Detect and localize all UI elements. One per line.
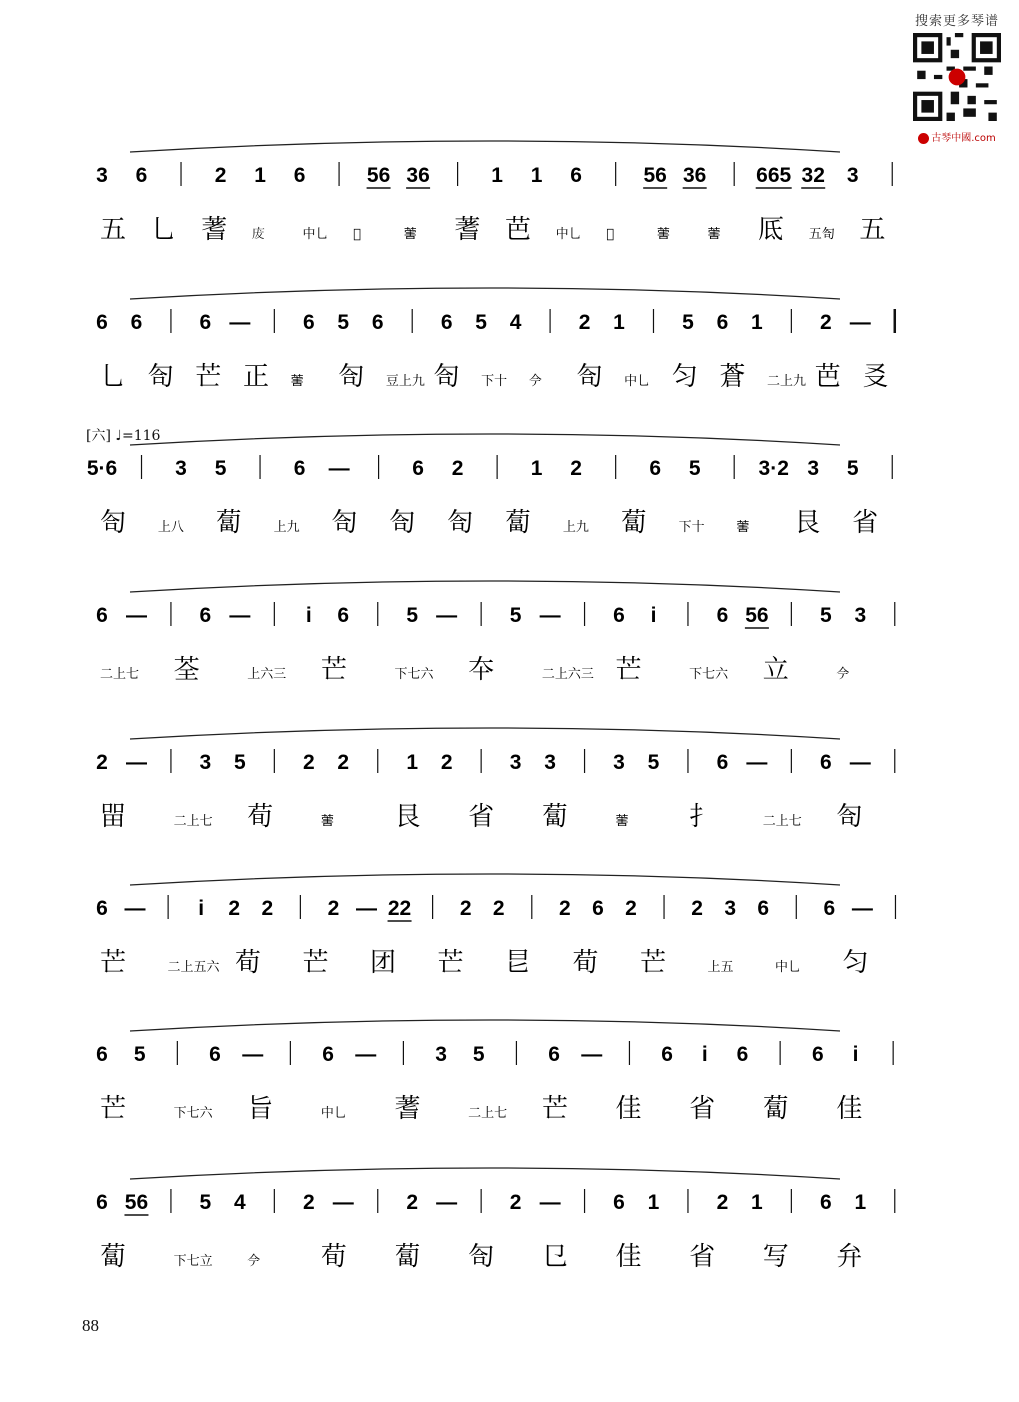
jianzi-glyph: 佳 <box>615 1094 642 1124</box>
jianzi-glyph: 五匌 <box>808 227 835 242</box>
slur-arc <box>130 434 840 445</box>
jianpu-note: 5·6 <box>86 457 118 480</box>
jianpu-note: 6 <box>811 1043 824 1066</box>
slur-arc <box>130 141 840 152</box>
jianpu-note: 2 <box>716 1191 729 1214</box>
jianpu-note: — <box>125 604 147 627</box>
jianzi-glyph: 旨 <box>247 1094 274 1124</box>
jianzi-glyph: 㔾 <box>541 1242 568 1272</box>
jianzi-glyph: 上九 <box>562 520 589 535</box>
jianzi-glyph: 芭 <box>814 362 841 392</box>
jianpu-note: 2 <box>440 751 453 774</box>
jianpu-note: 6 <box>96 1191 108 1214</box>
jianzi-glyph: 写 <box>762 1242 789 1272</box>
jianzi-glyph: 二上九 <box>767 374 807 389</box>
jianpu-note: 5 <box>337 311 350 334</box>
jianzi-glyph: 芒 <box>541 1094 568 1124</box>
jianzi-glyph: 弁 <box>836 1242 863 1272</box>
jianpu-note: 2 <box>492 897 505 920</box>
jianzi-glyph: 𫞱 <box>606 227 615 242</box>
jianzi-glyph: 下七六 <box>689 667 729 682</box>
jianpu-note: 6 <box>199 604 212 627</box>
jianpu-note: 3·2 <box>758 457 789 480</box>
jianpu-note: — <box>328 457 350 480</box>
jianzi-glyph: 蔔 <box>394 1242 421 1272</box>
jianzi-glyph: 二上六三 <box>541 667 594 682</box>
jianpu-note: 2 <box>327 897 340 920</box>
jianzi-glyph: 㫐 <box>505 948 532 978</box>
jianpu-note: 2 <box>96 751 108 774</box>
jianpu-note: 3 <box>96 164 108 187</box>
jianpu-note: 6 <box>371 311 384 334</box>
jianpu-note: 6 <box>412 457 424 480</box>
jianpu-note: 4 <box>509 311 522 334</box>
jianpu-note: 6 <box>570 164 582 187</box>
jianpu-note: 22 <box>387 897 412 920</box>
jianzi-glyph: 芒 <box>320 655 347 685</box>
jianzi-glyph: 芭 <box>505 215 532 245</box>
jianzi-glyph: 𫝆 <box>528 374 542 389</box>
jianzi-glyph: 𦵯 <box>403 227 417 242</box>
jianzi-glyph: 芒 <box>615 655 642 685</box>
jianpu-note: 2 <box>302 751 315 774</box>
jianzi-glyph: 芒 <box>195 362 222 392</box>
jianzi-glyph: 乚 <box>150 215 177 245</box>
jianpu-note: 6 <box>548 1043 560 1066</box>
jianpu-note: 5 <box>214 457 227 480</box>
jianpu-note: 1 <box>613 311 625 334</box>
jianzi-glyph: 𫝆 <box>836 667 850 682</box>
jianzi-glyph: 中乚 <box>775 960 802 975</box>
jianzi-glyph: 蓍 <box>454 215 481 245</box>
jianzi-glyph: 匌 <box>100 508 127 538</box>
jianzi-glyph: 芒 <box>100 1094 127 1124</box>
jianpu-note: 6 <box>819 1191 832 1214</box>
site-brand[interactable]: 古琴中國.com <box>907 129 1007 144</box>
jianzi-glyph: 蔔 <box>762 1094 789 1124</box>
jianzi-glyph: 㽞 <box>100 802 127 832</box>
jianpu-note: 6 <box>337 604 350 627</box>
jianzi-glyph: 夲 <box>468 655 495 685</box>
score-system <box>96 581 895 685</box>
jianpu-note: 2 <box>570 457 582 480</box>
jianpu-note: 6 <box>199 311 212 334</box>
jianzi-glyph: 省 <box>689 1094 716 1124</box>
jianzi-glyph: 蔔 <box>215 508 242 538</box>
search-more-link[interactable]: 搜索更多琴谱 <box>914 14 999 29</box>
jianzi-glyph: 荀 <box>572 948 599 978</box>
jianzi-glyph: 匌 <box>447 508 474 538</box>
jianpu-note: 6 <box>293 164 306 187</box>
jianpu-note: 6 <box>613 1191 625 1214</box>
jianpu-note: 6 <box>135 164 148 187</box>
jianpu-note: 6 <box>716 604 729 627</box>
jianzi-glyph: 佳 <box>836 1094 863 1124</box>
jianpu-note: 3 <box>509 751 522 774</box>
jianzi-glyph: 上八 <box>157 520 184 535</box>
jianpu-note: 36 <box>683 164 707 187</box>
jianpu-note: — <box>125 751 147 774</box>
jianzi-glyph: 下十 <box>678 520 705 535</box>
score-system <box>87 434 892 538</box>
jianzi-glyph: 下七立 <box>173 1254 213 1269</box>
jianpu-note: 665 <box>756 164 792 187</box>
jianzi-glyph: 匌 <box>836 802 863 832</box>
jianzi-glyph: 匌 <box>389 508 416 538</box>
jianpu-note: — <box>746 751 768 774</box>
jianpu-note: i <box>701 1043 708 1066</box>
jianpu-note: 1 <box>751 1191 763 1214</box>
jianpu-note: 3 <box>807 457 820 480</box>
jianzi-glyph: 省 <box>468 802 495 832</box>
jianpu-note: 5 <box>509 604 522 627</box>
score-system <box>96 874 895 978</box>
jianpu-note: 1 <box>254 164 266 187</box>
jianzi-glyph: 芒 <box>640 948 667 978</box>
score-system <box>96 1168 895 1272</box>
jianpu-note: 5 <box>647 751 660 774</box>
section-label: [六] <box>86 428 111 444</box>
jianzi-glyph: 𫞱 <box>353 227 361 242</box>
jianpu-note: 6 <box>96 897 108 920</box>
jianpu-note: 2 <box>578 311 591 334</box>
jianpu-note: — <box>849 311 871 334</box>
jianzi-glyph: 匌 <box>331 508 358 538</box>
jianpu-note: 2 <box>261 897 274 920</box>
jianpu-note: 2 <box>451 457 464 480</box>
jianzi-glyph: 荃 <box>173 655 200 685</box>
jianzi-glyph: 𫝆 <box>247 1254 261 1269</box>
jianzi-glyph: 匌 <box>338 362 365 392</box>
jianzi-glyph: 匌 <box>433 362 460 392</box>
jianzi-glyph: 团 <box>370 948 397 978</box>
jianzi-glyph: 蔔 <box>505 508 532 538</box>
jianpu-note: i <box>198 897 205 920</box>
jianzi-glyph: 厎 <box>758 215 785 245</box>
jianzi-glyph: 芒 <box>302 948 329 978</box>
jianzi-glyph: 豆上九 <box>385 374 425 389</box>
jianpu-note: 3 <box>199 751 212 774</box>
jianzi-glyph: 芒 <box>437 948 464 978</box>
jianpu-note: 5 <box>819 604 832 627</box>
jianpu-note: 1 <box>406 751 419 774</box>
jianzi-glyph: 上六三 <box>247 667 287 682</box>
jianpu-note: 6 <box>823 897 836 920</box>
jianzi-glyph: 𦵯 <box>656 227 670 242</box>
jianzi-glyph: 正 <box>242 362 269 392</box>
jianzi-glyph: 匌 <box>576 362 603 392</box>
jianpu-note: 2 <box>302 1191 315 1214</box>
score-system <box>96 288 895 392</box>
jianpu-note: 6 <box>96 604 108 627</box>
jianpu-note: 2 <box>509 1191 522 1214</box>
jianpu-note: — <box>355 1043 377 1066</box>
jianzi-glyph: 艮 <box>794 508 821 538</box>
jianpu-note: 5 <box>846 457 859 480</box>
jianzi-glyph: 扌 <box>689 802 716 832</box>
jianzi-glyph: 中乚 <box>624 374 651 389</box>
jianzi-glyph: 乚 <box>100 362 127 392</box>
jianpu-note: 2 <box>819 311 832 334</box>
jianzi-glyph: 下七六 <box>394 667 434 682</box>
jianzi-glyph: 中乚 <box>555 227 582 242</box>
jianpu-note: 6 <box>592 897 604 920</box>
jianzi-glyph: 蔔 <box>541 802 568 832</box>
jianpu-note: — <box>124 897 146 920</box>
jianpu-note: 32 <box>801 164 825 187</box>
jianpu-note: 3 <box>435 1043 447 1066</box>
jianpu-note: 6 <box>649 457 662 480</box>
tempo-mark: ♩=116 <box>115 428 161 444</box>
jianpu-note: 6 <box>96 311 108 334</box>
jianpu-note: 5 <box>199 1191 212 1214</box>
jianzi-glyph: 𢇷 <box>251 227 265 242</box>
jianzi-glyph: 艮 <box>394 802 421 832</box>
jianpu-note: — <box>242 1043 264 1066</box>
jianpu-note: 5 <box>682 311 694 334</box>
jianzi-glyph: 荀 <box>247 802 274 832</box>
jianpu-note: 5 <box>234 751 246 774</box>
score-system <box>96 1020 893 1124</box>
jianpu-note: — <box>851 897 873 920</box>
jianpu-note: 56 <box>643 164 667 187</box>
jianzi-glyph: 五 <box>100 215 127 245</box>
jianzi-glyph: 𦵯 <box>707 227 721 242</box>
jianpu-note: 3 <box>846 164 859 187</box>
jianzi-glyph: 匌 <box>468 1242 495 1272</box>
jianzi-glyph: 㕛 <box>862 362 889 392</box>
jianpu-note: 3 <box>175 457 187 480</box>
jianpu-note: 6 <box>716 751 729 774</box>
jianzi-glyph: 芒 <box>100 948 127 978</box>
jianzi-glyph: 立 <box>762 655 789 685</box>
jianzi-glyph: 下七六 <box>173 1106 213 1121</box>
jianpu-note: 1 <box>751 311 763 334</box>
jianpu-note: i <box>650 604 657 627</box>
jianzi-glyph: 匀 <box>842 948 869 978</box>
jianpu-note: 2 <box>214 164 227 187</box>
jianzi-glyph: 蓍 <box>394 1094 421 1124</box>
page-number: 88 <box>82 1316 99 1335</box>
jianpu-note: 2 <box>406 1191 419 1214</box>
jianpu-note: 2 <box>459 897 472 920</box>
score-system <box>96 728 895 832</box>
jianpu-note: i <box>852 1043 859 1066</box>
jianzi-glyph: 下十 <box>481 374 508 389</box>
jianpu-note: 56 <box>366 164 391 187</box>
jianpu-note: 4 <box>234 1191 246 1214</box>
jianpu-note: 6 <box>440 311 453 334</box>
jianzi-glyph: 上五 <box>707 960 734 975</box>
jianzi-glyph: 省 <box>852 508 879 538</box>
jianzi-glyph: 匌 <box>147 362 174 392</box>
jianzi-glyph: 匀 <box>671 362 698 392</box>
jianzi-glyph: 二上七 <box>173 814 213 829</box>
jianpu-note: 6 <box>716 311 729 334</box>
jianpu-note: 1 <box>530 164 543 187</box>
jianpu-note: 5 <box>472 1043 485 1066</box>
jianpu-note: 2 <box>691 897 703 920</box>
jianpu-note: 3 <box>613 751 625 774</box>
jianpu-note: 6 <box>819 751 832 774</box>
slur-arc <box>130 1020 840 1031</box>
jianpu-note: — <box>849 751 871 774</box>
jianpu-note: 56 <box>745 604 769 627</box>
jianzi-glyph: 𦵯 <box>736 520 750 535</box>
jianpu-note: 6 <box>757 897 770 920</box>
jianpu-note: — <box>436 604 458 627</box>
jianzi-glyph: 荀 <box>320 1242 347 1272</box>
slur-arc <box>130 1168 840 1179</box>
jianzi-glyph: 𦵯 <box>615 814 629 829</box>
jianpu-note: 2 <box>337 751 350 774</box>
jianpu-note: 6 <box>613 604 625 627</box>
jianzi-glyph: 蔔 <box>620 508 647 538</box>
jianzi-glyph: 五 <box>859 215 886 245</box>
jianpu-note: 5 <box>475 311 487 334</box>
jianpu-note: 3 <box>854 604 867 627</box>
jianpu-note: 2 <box>625 897 637 920</box>
jianzi-glyph: 二上七 <box>468 1106 508 1121</box>
jianpu-note: 3 <box>724 897 737 920</box>
jianzi-glyph: 中乚 <box>302 227 329 242</box>
jianpu-note: i <box>305 604 312 627</box>
jianpu-note: — <box>539 1191 561 1214</box>
jianpu-note: 6 <box>96 1043 108 1066</box>
jianpu-note: 1 <box>491 164 503 187</box>
jianpu-note: — <box>355 897 377 920</box>
jianpu-note: — <box>332 1191 354 1214</box>
jianpu-note: 2 <box>228 897 241 920</box>
jianzi-glyph: 𦵯 <box>290 374 304 389</box>
jianpu-note: 5 <box>133 1043 146 1066</box>
jianzi-glyph: 𦵯 <box>320 814 334 829</box>
jianpu-note: — <box>229 311 251 334</box>
jianpu-note: 2 <box>559 897 571 920</box>
jianzi-glyph: 二上五六 <box>167 960 220 975</box>
jianzi-glyph: 蒼 <box>719 362 746 392</box>
jianpu-note: — <box>581 1043 603 1066</box>
jianpu-note: 36 <box>406 164 430 187</box>
jianzi-glyph: 荀 <box>235 948 262 978</box>
jianpu-note: 1 <box>854 1191 867 1214</box>
score-system <box>96 141 892 245</box>
jianpu-note: — <box>436 1191 458 1214</box>
jianpu-note: 1 <box>647 1191 660 1214</box>
jianpu-note: 3 <box>544 751 556 774</box>
jianzi-glyph: 二上七 <box>762 814 802 829</box>
jianzi-glyph: 省 <box>689 1242 716 1272</box>
jianpu-note: 5 <box>688 457 701 480</box>
jianpu-note: 6 <box>302 311 315 334</box>
jianpu-note: 6 <box>322 1043 334 1066</box>
jianpu-note: 6 <box>209 1043 221 1066</box>
jianzi-glyph: 上九 <box>273 520 300 535</box>
jianpu-note: 6 <box>293 457 306 480</box>
slur-arc <box>130 288 840 299</box>
jianpu-note: 1 <box>530 457 543 480</box>
slur-arc <box>130 728 840 739</box>
jianpu-note: 6 <box>661 1043 673 1066</box>
jianzi-glyph: 中乚 <box>320 1106 347 1121</box>
slur-arc <box>130 581 840 592</box>
slur-arc <box>130 874 840 885</box>
jianpu-note: 6 <box>130 311 143 334</box>
jianzi-glyph: 佳 <box>615 1242 642 1272</box>
jianzi-glyph: 蓍 <box>201 215 228 245</box>
jianpu-note: 6 <box>736 1043 749 1066</box>
jianpu-note: 56 <box>124 1191 149 1214</box>
jianpu-note: — <box>229 604 251 627</box>
jianpu-note: 5 <box>406 604 419 627</box>
jianzi-glyph: 蔔 <box>100 1242 127 1272</box>
jianzi-glyph: 二上七 <box>100 667 140 682</box>
jianpu-note: — <box>539 604 561 627</box>
